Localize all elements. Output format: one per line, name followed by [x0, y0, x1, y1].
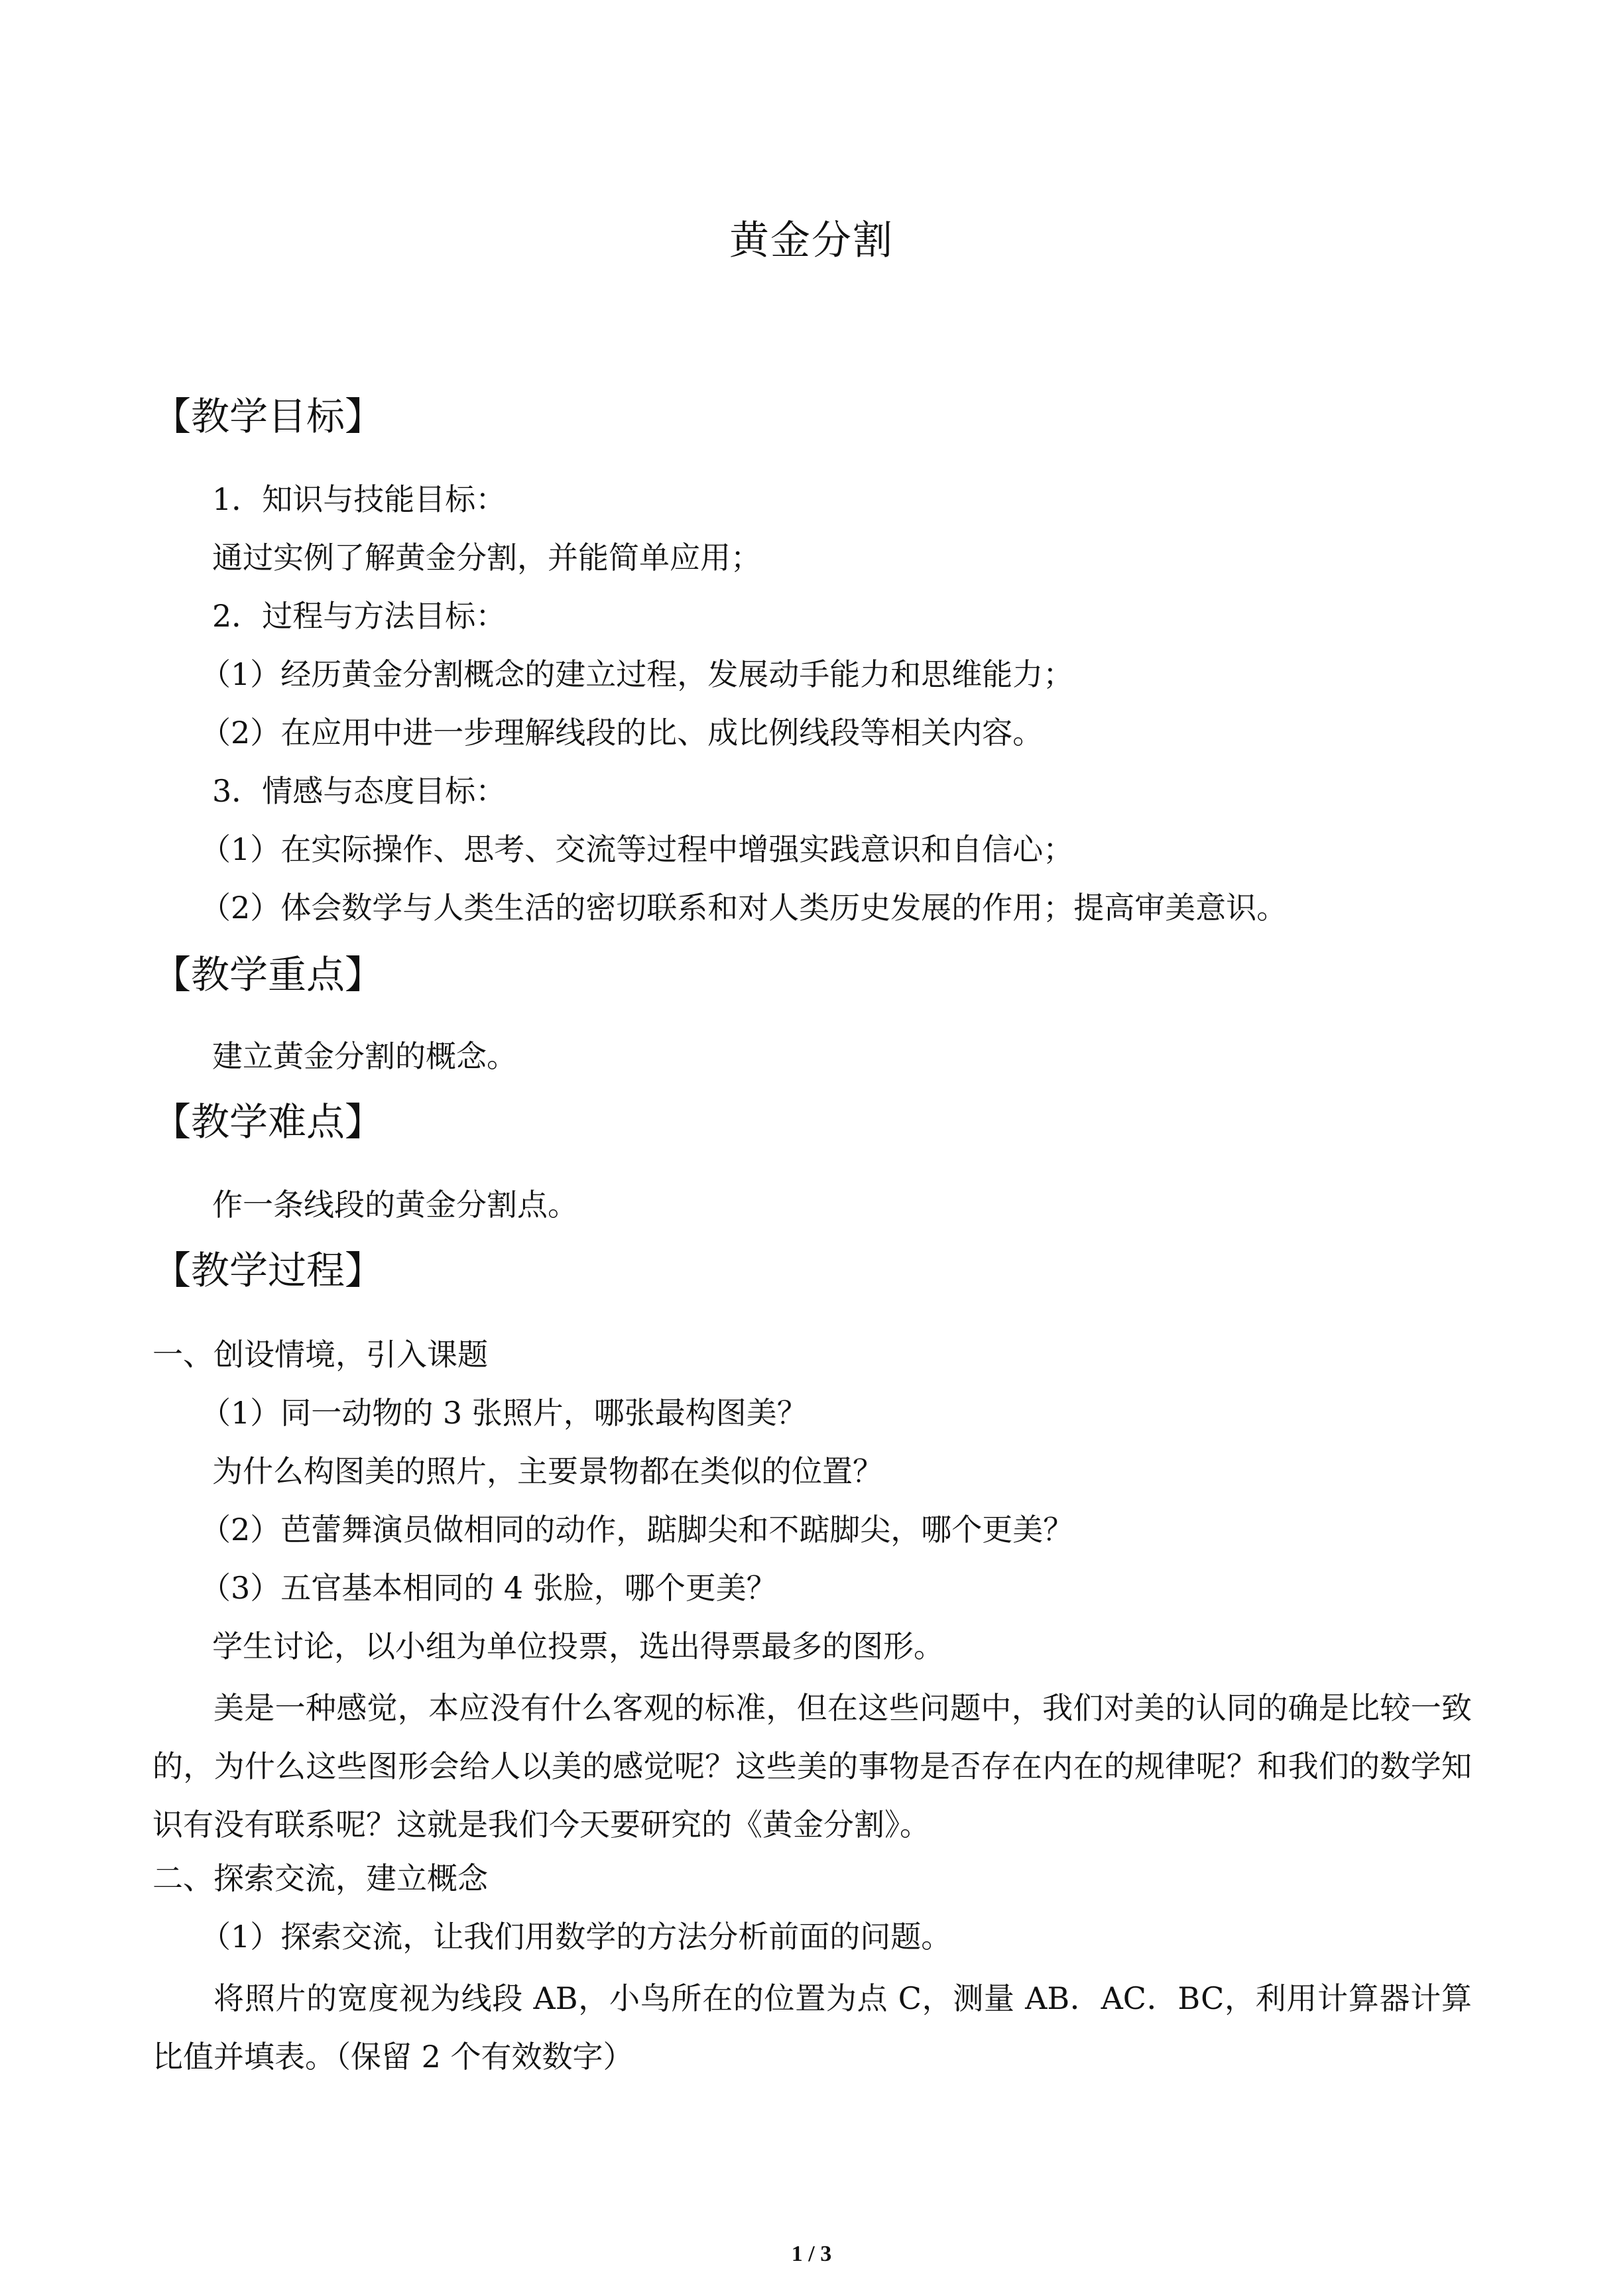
process-line: （1）探索交流，让我们用数学的方法分析前面的问题。	[200, 1919, 952, 1955]
key-point-line: 建立黄金分割的概念。	[212, 1038, 517, 1074]
objective-line: 2．过程与方法目标：	[212, 598, 507, 634]
difficulty-line: 作一条线段的黄金分割点。	[212, 1187, 578, 1223]
process-line: 学生讨论，以小组为单位投票，选出得票最多的图形。	[212, 1628, 944, 1664]
objective-line: （1）经历黄金分割概念的建立过程，发展动手能力和思维能力；	[200, 656, 1074, 692]
process-paragraph: 美是一种感觉，本应没有什么客观的标准，但在这些问题中，我们对美的认同的确是比较一致的，为什么这些图形会给人以美的感觉呢？这些美的事物是否存在内在的规律呢？和我们的数学知识有没有联系呢？这就是我们今天要研究的《黄金分割》。	[152, 1690, 1472, 1843]
heading-objectives: 【教学目标】	[152, 394, 384, 439]
page-indicator: 1 / 3	[791, 2242, 832, 2266]
process-paragraph: 将照片的宽度视为线段 AB，小鸟所在的位置为点 C，测量 AB．AC．BC，利用计算器计算比值并填表。（保留 2 个有效数字）	[152, 1980, 1472, 2075]
document-title: 黄金分割	[729, 217, 894, 264]
objective-line: 3．情感与态度目标：	[212, 773, 507, 809]
process-line: （2）芭蕾舞演员做相同的动作，踮脚尖和不踮脚尖，哪个更美？	[200, 1512, 1074, 1547]
heading-process: 【教学过程】	[152, 1248, 384, 1293]
process-part1-title: 一、创设情境，引入课题	[152, 1337, 488, 1372]
process-line: （1）同一动物的 3 张照片，哪张最构图美？	[200, 1395, 808, 1431]
objective-line: （1）在实际操作、思考、交流等过程中增强实践意识和自信心；	[200, 831, 1074, 867]
objective-line: （2）体会数学与人类生活的密切联系和对人类历史发展的作用；提高审美意识。	[200, 890, 1288, 926]
process-part2-title: 二、探索交流，建立概念	[152, 1860, 488, 1896]
process-line: （3）五官基本相同的 4 张脸，哪个更美？	[200, 1570, 777, 1606]
process-line: 为什么构图美的照片，主要景物都在类似的位置？	[212, 1453, 883, 1489]
heading-difficulties: 【教学难点】	[152, 1099, 384, 1144]
objective-line: 1．知识与技能目标：	[212, 481, 507, 517]
objective-line: 通过实例了解黄金分割，并能简单应用；	[212, 540, 761, 575]
heading-key-points: 【教学重点】	[152, 952, 384, 997]
objective-line: （2）在应用中进一步理解线段的比、成比例线段等相关内容。	[200, 715, 1044, 751]
